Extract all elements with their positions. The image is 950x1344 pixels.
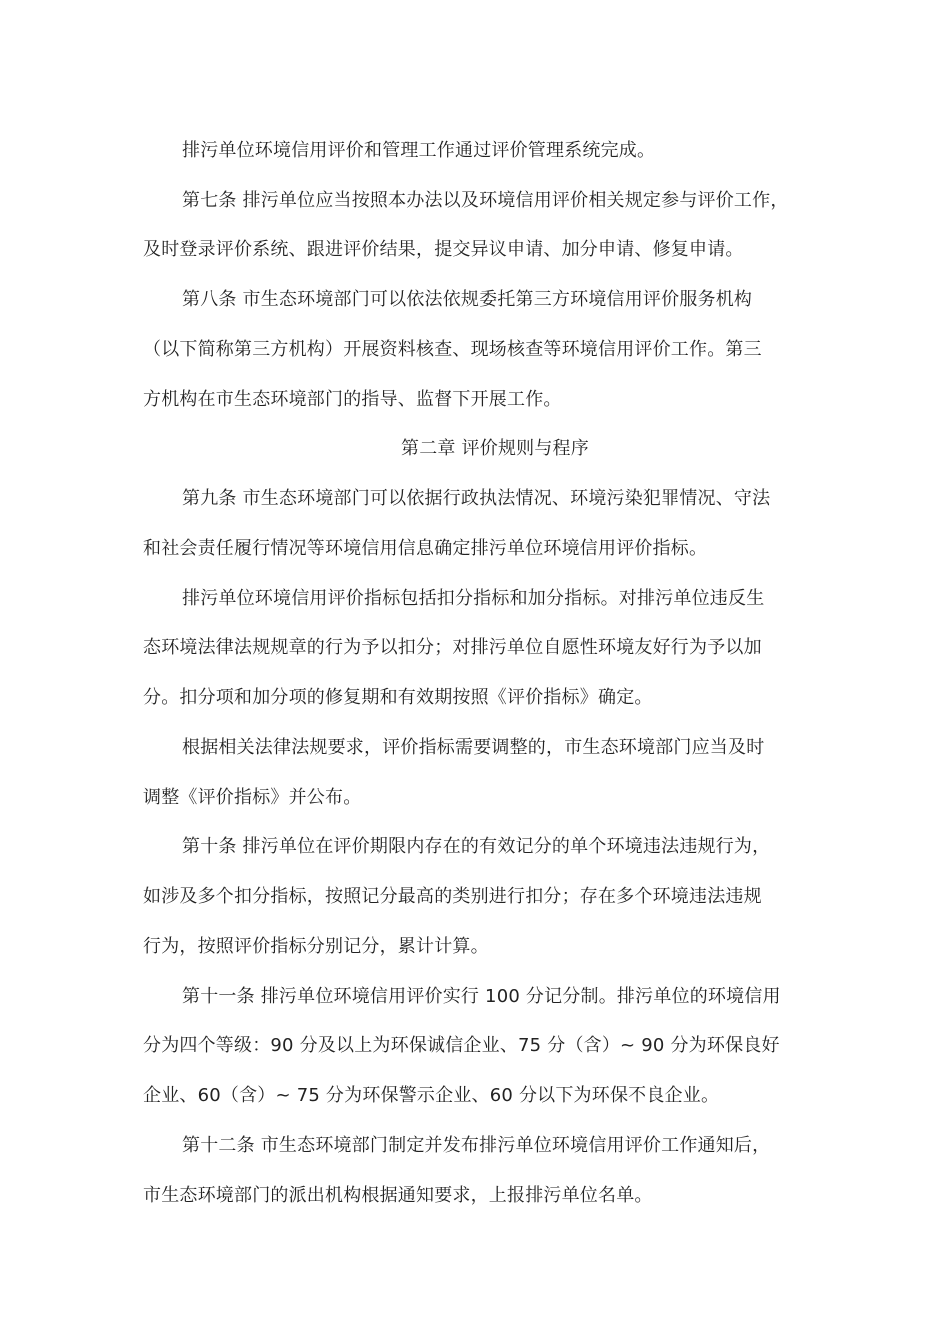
paragraph-line: 分为四个等级：90 分及以上为环保诚信企业、75 分（含）~ 90 分为环保良好	[143, 1035, 780, 1056]
paragraph-line: 态环境法律法规规章的行为予以扣分；对排污单位自愿性环境友好行为予以加	[143, 637, 762, 658]
paragraph-line: 调整《评价指标》并公布。	[143, 787, 362, 808]
article-8-line: 第八条 市生态环境部门可以依法依规委托第三方环境信用评价服务机构	[182, 289, 753, 310]
chapter-heading: 第二章 评价规则与程序	[401, 438, 589, 459]
paragraph-line: 根据相关法律法规要求，评价指标需要调整的，市生态环境部门应当及时	[182, 737, 765, 758]
paragraph-line: （以下简称第三方机构）开展资料核查、现场核查等环境信用评价工作。第三	[143, 339, 762, 360]
article-11-line: 第十一条 排污单位环境信用评价实行 100 分记分制。排污单位的环境信用	[182, 986, 781, 1007]
paragraph-line: 企业、60（含）~ 75 分为环保警示企业、60 分以下为环保不良企业。	[143, 1085, 720, 1106]
paragraph-line: 分。扣分项和加分项的修复期和有效期按照《评价指标》确定。	[143, 687, 653, 708]
article-10-line: 第十条 排污单位在评价期限内存在的有效记分的单个环境违法违规行为，	[182, 836, 771, 857]
paragraph-line: 方机构在市生态环境部门的指导、监督下开展工作。	[143, 389, 562, 410]
paragraph-line: 和社会责任履行情况等环境信用信息确定排污单位环境信用评价指标。	[143, 538, 708, 559]
paragraph-line: 市生态环境部门的派出机构根据通知要求，上报排污单位名单。	[143, 1185, 653, 1206]
article-9-line: 第九条 市生态环境部门可以依据行政执法情况、环境污染犯罪情况、守法	[182, 488, 771, 509]
paragraph-line: 及时登录评价系统、跟进评价结果，提交异议申请、加分申请、修复申请。	[143, 239, 744, 260]
article-12-line: 第十二条 市生态环境部门制定并发布排污单位环境信用评价工作通知后，	[182, 1135, 771, 1156]
paragraph-line: 排污单位环境信用评价和管理工作通过评价管理系统完成。	[182, 140, 656, 161]
article-7-line: 第七条 排污单位应当按照本办法以及环境信用评价相关规定参与评价工作，	[182, 190, 789, 211]
paragraph-line: 如涉及多个扣分指标，按照记分最高的类别进行扣分；存在多个环境违法违规	[143, 886, 762, 907]
paragraph-line: 排污单位环境信用评价指标包括扣分指标和加分指标。对排污单位违反生	[182, 588, 765, 609]
paragraph-line: 行为，按照评价指标分别记分，累计计算。	[143, 936, 489, 957]
